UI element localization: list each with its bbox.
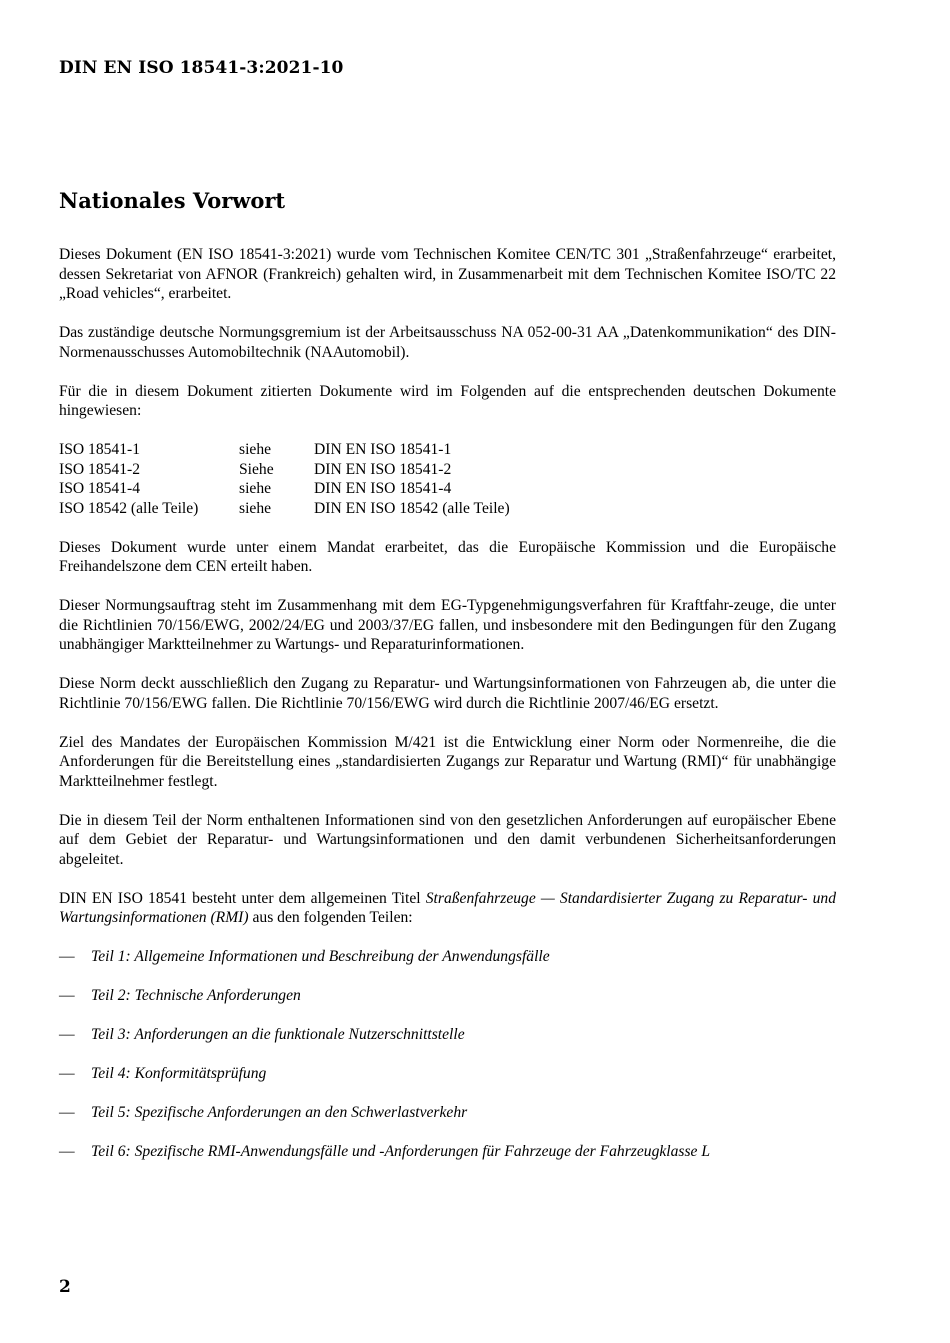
- list-item: [59, 986, 836, 1006]
- list-dash: —: [59, 1065, 75, 1082]
- list-item: [59, 1103, 836, 1123]
- part-title: Teil 1: Allgemeine Informationen und Beschreibung der Anwendungsfälle: [91, 948, 550, 965]
- list-dash: —: [59, 987, 75, 1004]
- reference-row: [59, 479, 510, 499]
- reference-siehe: siehe: [239, 480, 272, 497]
- part-title: Teil 2: Technische Anforderungen: [91, 987, 301, 1004]
- reference-din: DIN EN ISO 18541-4: [314, 480, 452, 497]
- parts-list: [59, 947, 836, 1162]
- reference-siehe: Siehe: [239, 460, 274, 478]
- paragraph-references-intro: Für die in diesem Dokument zitierten Dokumente wird im Folgenden auf die entsprechenden deutschen Dokumente hingewiesen:: [59, 382, 836, 419]
- reference-row: [59, 440, 510, 460]
- list-item: [59, 1064, 836, 1084]
- reference-iso: ISO 18541-1: [59, 441, 140, 458]
- paragraph-legal-basis: Die in diesem Teil der Norm enthaltenen Informationen sind von den gesetzlichen Anforderungen auf europäischer Ebene auf dem Gebiet der Reparatur- und Wartungsinformationen und den damit verbundenen Sicherheitsanforderungen abgeleitet.: [59, 811, 836, 868]
- part-title: Teil 4: Konformitätsprüfung: [91, 1065, 267, 1082]
- document-header: DIN EN ISO 18541-3:2021-10: [59, 58, 344, 78]
- list-dash: —: [59, 1104, 75, 1121]
- paragraph-scope: Diese Norm deckt ausschließlich den Zugang zu Reparatur- und Wartungsinformationen von Fahrzeugen ab, die unter die Richtlinie 70/156/EWG fallen. Die Richtlinie 70/156/EWG wird durch die Richtlinie 2007/46/EG ersetzt.: [59, 675, 836, 712]
- paragraph-type-approval: Dieser Normungsauftrag steht im Zusammenhang mit dem EG-Typgenehmigungsverfahren für Kraftfahr-zeuge, die unter die Richtlinien 70/156/EWG, 2002/24/EG und 2003/37/EG fallen, und insbesondere mit den Bedingungen für den Zugang unabhängiger Marktteilnehmer zu Wartungs- und Reparaturinformationen.: [59, 597, 836, 653]
- reference-iso: ISO 18541-2: [59, 460, 140, 478]
- reference-siehe: siehe: [239, 441, 272, 458]
- paragraph-responsible-body: Das zuständige deutsche Normungsgremium ist der Arbeitsausschuss NA 052-00-31 AA „Datenkommunikation“ des DIN-Normenausschusses Automobiltechnik (NAAutomobil).: [59, 324, 836, 361]
- series-lead-text: DIN EN ISO 18541 besteht unter dem allgemeinen Titel: [59, 889, 426, 907]
- reference-din: DIN EN ISO 18541-2: [314, 460, 452, 478]
- reference-row: [59, 499, 510, 519]
- reference-din: DIN EN ISO 18541-1: [314, 441, 452, 458]
- reference-table: [59, 440, 510, 518]
- series-tail-text: aus den folgenden Teilen:: [248, 909, 413, 926]
- paragraph-mandate: Dieses Dokument wurde unter einem Mandat erarbeitet, das die Europäische Kommission und die Europäische Freihandelszone dem CEN erteilt haben.: [59, 538, 836, 575]
- part-title: Teil 6: Spezifische RMI-Anwendungsfälle und -Anforderungen für Fahrzeuge der Fahrzeugklasse L: [91, 1143, 711, 1160]
- reference-siehe: siehe: [239, 499, 272, 517]
- list-dash: —: [59, 948, 75, 965]
- series-title: Straßenfahrzeuge — Standardisierter Zugang zu Reparatur- und Wartungsinformationen (RMI): [59, 889, 837, 926]
- page-title: Nationales Vorwort: [59, 188, 286, 213]
- page-number: 2: [59, 1277, 71, 1297]
- list-dash: —: [59, 1026, 75, 1043]
- paragraph-committee: Dieses Dokument (EN ISO 18541-3:2021) wurde vom Technischen Komitee CEN/TC 301 „Straßenfahrzeuge“ erarbeitet, dessen Sekretariat von AFNOR (Frankreich) gehalten wird, in Zusammenarbeit mit dem Technischen Komitee ISO/TC 22 „Road vehicles“, erarbeitet.: [59, 246, 836, 302]
- reference-din: DIN EN ISO 18542 (alle Teile): [314, 499, 510, 517]
- part-title: Teil 3: Anforderungen an die funktionale Nutzerschnittstelle: [91, 1026, 465, 1043]
- paragraph-series-parts: [59, 889, 836, 928]
- list-item: [59, 1025, 836, 1045]
- list-dash: —: [59, 1143, 75, 1160]
- document-body: [59, 186, 836, 1181]
- reference-iso: ISO 18542 (alle Teile): [59, 499, 199, 517]
- list-item: [59, 947, 836, 967]
- paragraph-mandate-goal: Ziel des Mandates der Europäischen Kommission M/421 ist die Entwicklung einer Norm oder Normenreihe, die die Anforderungen für die Bereitstellung eines „standardisierten Zugangs zur Reparatur und Wartung (RMI)“ für unabhängige Marktteilnehmer festlegt.: [59, 733, 836, 790]
- part-title: Teil 5: Spezifische Anforderungen an den Schwerlastverkehr: [91, 1104, 468, 1121]
- list-item: [59, 1142, 836, 1162]
- reference-iso: ISO 18541-4: [59, 480, 140, 497]
- reference-row: [59, 460, 510, 480]
